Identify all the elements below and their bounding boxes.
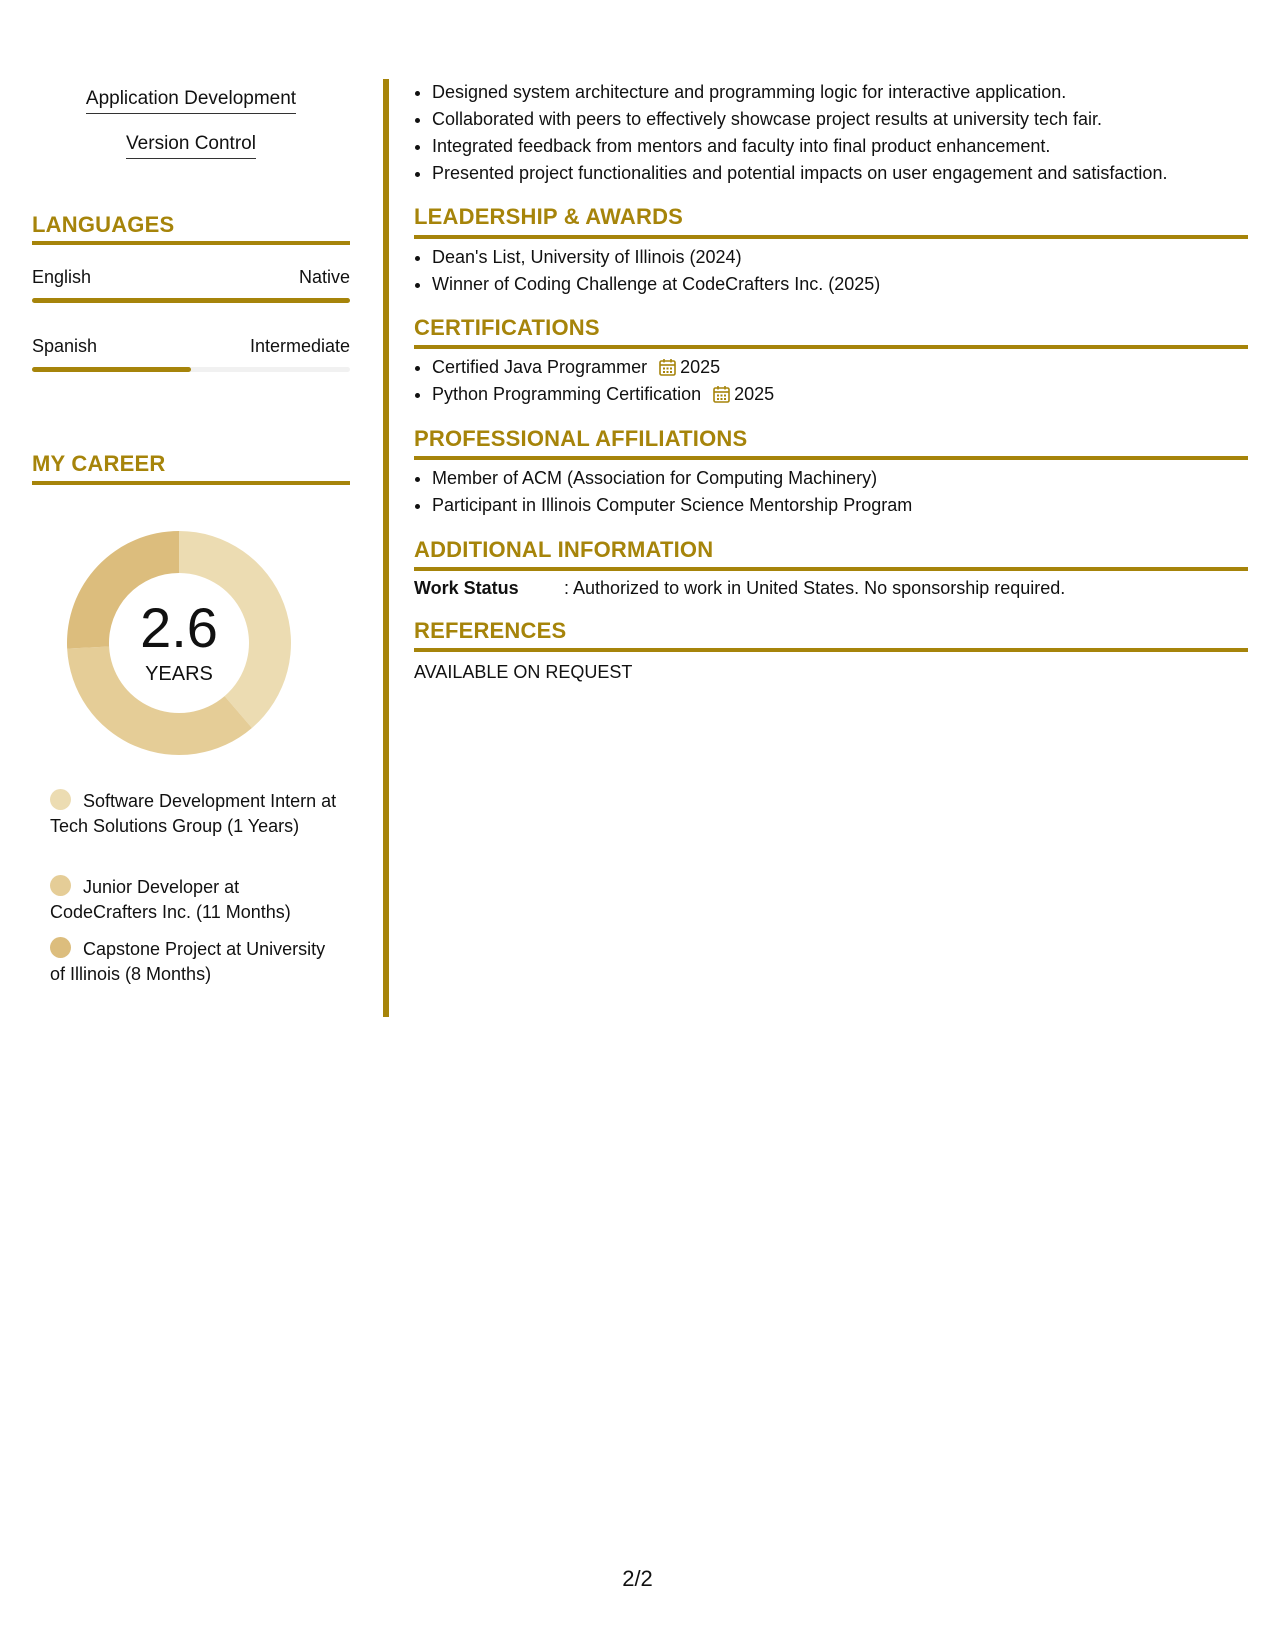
work-status-label: Work Status <box>414 578 519 598</box>
language-bar-track <box>32 298 350 303</box>
legend-dot <box>50 789 71 810</box>
career-total: 2.6 <box>140 596 218 659</box>
languages-title: LANGUAGES <box>32 212 175 237</box>
calendar-icon <box>659 358 676 376</box>
skill-item: Application Development <box>32 88 350 110</box>
section-rule <box>414 235 1248 239</box>
language-bar-fill <box>32 298 350 303</box>
career-title: MY CAREER <box>32 451 166 476</box>
donut-center <box>66 530 292 756</box>
legend-dot <box>50 875 71 896</box>
list-item: • Python Programming Certification 2025 <box>432 381 774 408</box>
career-legend-item: Junior Developer at CodeCrafters Inc. (11 Months) <box>50 877 291 922</box>
section-rule <box>32 481 350 485</box>
page-number: 2/2 <box>622 1566 653 1591</box>
skill-item: Version Control <box>32 133 350 155</box>
section-rule <box>414 345 1248 349</box>
section-rule <box>414 456 1248 460</box>
additional-title: ADDITIONAL INFORMATION <box>414 537 714 562</box>
language-bar-fill <box>32 367 191 372</box>
list-item: • Winner of Coding Challenge at CodeCrafters Inc. (2025) <box>432 271 880 298</box>
section-rule <box>32 241 350 245</box>
language-name: English <box>32 267 92 287</box>
list-item: • Certified Java Programmer 2025 <box>432 354 774 381</box>
career-legend-item: Software Development Intern at Tech Solutions Group (1 Years) <box>50 791 337 836</box>
list-item: • Member of ACM (Association for Computing Machinery) <box>432 465 912 492</box>
column-divider <box>383 79 389 1017</box>
section-rule <box>414 567 1248 571</box>
career-donut-chart <box>66 530 292 756</box>
certifications-title: CERTIFICATIONS <box>414 315 600 340</box>
language-row <box>32 336 350 357</box>
career-unit: YEARS <box>145 663 213 685</box>
career-legend-item: Capstone Project at University of Illinois (8 Months) <box>50 939 326 984</box>
list-item: • Integrated feedback from mentors and faculty into final product enhancement. <box>432 133 1167 160</box>
leadership-title: LEADERSHIP & AWARDS <box>414 204 684 229</box>
language-bar-track <box>32 367 350 372</box>
affiliations-list <box>414 465 912 519</box>
work-status-row <box>414 578 1065 599</box>
legend-dot <box>50 937 71 958</box>
affiliations-title: PROFESSIONAL AFFILIATIONS <box>414 426 748 451</box>
work-status-value: : Authorized to work in United States. No sponsorship required. <box>564 578 1066 598</box>
section-rule <box>414 648 1248 652</box>
list-item: • Collaborated with peers to effectively showcase project results at university tech fair. <box>432 106 1167 133</box>
references-title: REFERENCES <box>414 618 567 643</box>
language-level: Native <box>298 267 350 287</box>
leadership-list <box>414 244 880 298</box>
list-item: • Designed system architecture and programming logic for interactive application. <box>432 79 1167 106</box>
language-level: Intermediate <box>249 336 350 356</box>
experience-bullets <box>414 79 1167 187</box>
certifications-list <box>414 354 774 408</box>
references-text: AVAILABLE ON REQUEST <box>414 662 633 682</box>
language-name: Spanish <box>32 336 98 356</box>
list-item: • Dean's List, University of Illinois (2024) <box>432 244 880 271</box>
calendar-icon <box>713 385 730 403</box>
list-item: • Presented project functionalities and potential impacts on user engagement and satisfaction. <box>432 160 1167 187</box>
language-row <box>32 267 350 288</box>
list-item: • Participant in Illinois Computer Science Mentorship Program <box>432 492 912 519</box>
